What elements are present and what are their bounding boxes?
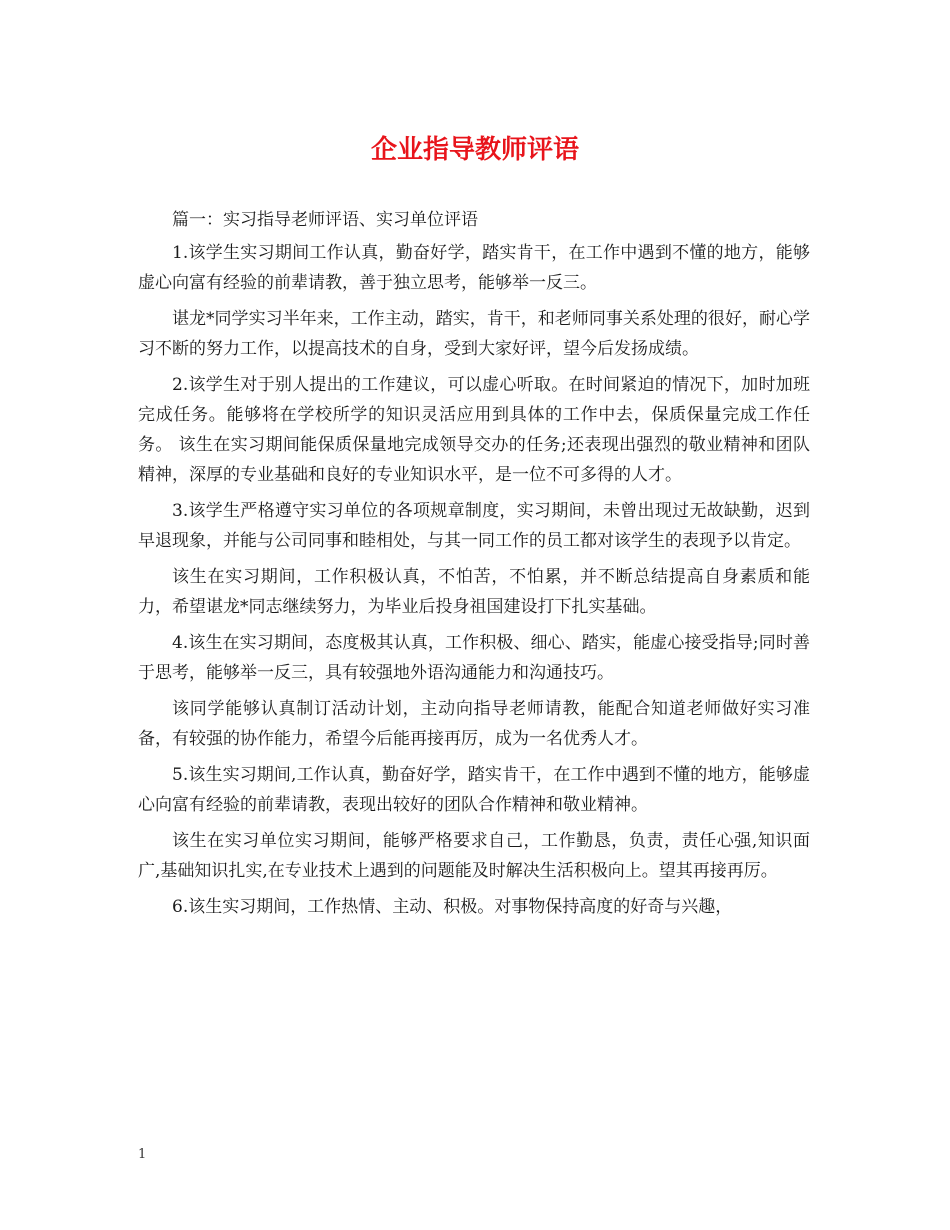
paragraph: 3.该学生严格遵守实习单位的各项规章制度，实习期间，未曾出现过无故缺勤，迟到早退现象，并能与公司同事和睦相处，与其一同工作的员工都对该学生的表现予以肯定。 (138, 501, 810, 551)
paragraph: 6.该生实习期间，工作热情、主动、积极。对事物保持高度的好奇与兴趣， (172, 897, 733, 917)
document-body (138, 205, 810, 928)
paragraph: 2.该学生对于别人提出的工作建议，可以虚心听取。在时间紧迫的情况下，加时加班完成任务。能够将在学校所学的知识灵活应用到具体的工作中去，保质保量完成工作任务。 该生在实习期间能保质保量地完成领导交办的任务;还表现出强烈的敬业精神和团队精神，深厚的专业基础和良好的专业知识水平，是一位不可多得的人才。 (138, 375, 810, 485)
paragraph: 1.该学生实习期间工作认真，勤奋好学，踏实肯干，在工作中遇到不懂的地方，能够虚心向富有经验的前辈请教，善于独立思考，能够举一反三。 (138, 243, 810, 293)
paragraph: 该同学能够认真制订活动计划，主动向指导老师请教，能配合知道老师做好实习准备，有较强的协作能力，希望今后能再接再厉，成为一名优秀人才。 (138, 699, 810, 749)
page-number: 1 (138, 1147, 147, 1162)
paragraph: 该生在实习期间，工作积极认真，不怕苦，不怕累，并不断总结提高自身素质和能力，希望谌龙*同志继续努力，为毕业后投身祖国建设打下扎实基础。 (138, 567, 810, 617)
paragraph: 该生在实习单位实习期间，能够严格要求自己，工作勤恳，负责，责任心强,知识面广,基础知识扎实,在专业技术上遇到的问题能及时解决生活积极向上。望其再接再厉。 (138, 831, 810, 881)
document-title: 企业指导教师评语 (370, 135, 579, 165)
section-heading: 篇一：实习指导老师评语、实习单位评语 (172, 210, 478, 230)
paragraph: 4.该生在实习期间，态度极其认真，工作积极、细心、踏实，能虚心接受指导;同时善于思考，能够举一反三，具有较强地外语沟通能力和沟通技巧。 (138, 633, 810, 683)
paragraph: 5.该生实习期间,工作认真，勤奋好学，踏实肯干，在工作中遇到不懂的地方，能够虚心向富有经验的前辈请教，表现出较好的团队合作精神和敬业精神。 (138, 765, 810, 815)
paragraph: 谌龙*同学实习半年来，工作主动，踏实，肯干，和老师同事关系处理的很好，耐心学习不断的努力工作，以提高技术的自身，受到大家好评，望今后发扬成绩。 (138, 309, 810, 359)
